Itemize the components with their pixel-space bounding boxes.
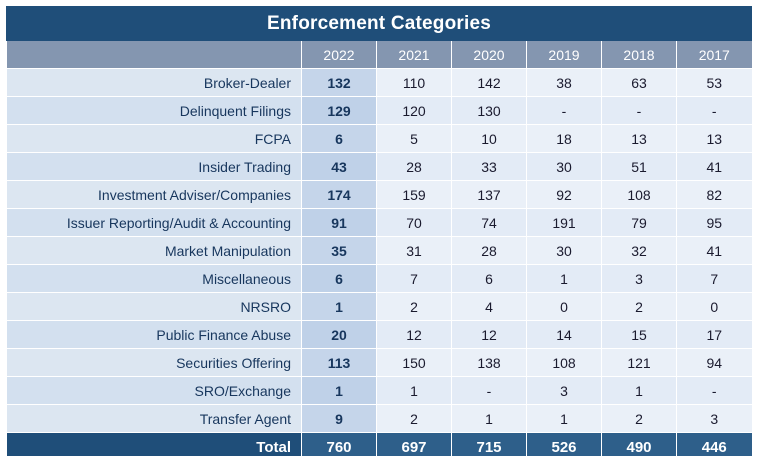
cell-2021: 28 — [377, 153, 452, 181]
cell-2019: 108 — [527, 349, 602, 377]
row-label: Securities Offering — [7, 349, 302, 377]
cell-2020: 137 — [452, 181, 527, 209]
cell-2017: 41 — [677, 237, 752, 265]
cell-2022: 20 — [302, 321, 377, 349]
cell-2022: 9 — [302, 405, 377, 433]
cell-2022: 1 — [302, 293, 377, 321]
cell-2020: - — [452, 377, 527, 405]
table-title-row — [7, 7, 752, 41]
cell-2018: - — [602, 97, 677, 125]
cell-2020: 4 — [452, 293, 527, 321]
row-label: Public Finance Abuse — [7, 321, 302, 349]
table-row — [7, 153, 752, 181]
cell-2017: 0 — [677, 293, 752, 321]
row-label: Delinquent Filings — [7, 97, 302, 125]
cell-2019: 3 — [527, 377, 602, 405]
cell-2020: 12 — [452, 321, 527, 349]
cell-2017: 7 — [677, 265, 752, 293]
total-label: Total — [7, 433, 302, 456]
column-header-2021: 2021 — [377, 41, 452, 69]
cell-2018: 13 — [602, 125, 677, 153]
row-label: Market Manipulation — [7, 237, 302, 265]
cell-2018: 3 — [602, 265, 677, 293]
cell-2019: 30 — [527, 237, 602, 265]
cell-2022: 43 — [302, 153, 377, 181]
cell-2019: 30 — [527, 153, 602, 181]
cell-2021: 5 — [377, 125, 452, 153]
cell-2017: 53 — [677, 69, 752, 97]
cell-2018: 1 — [602, 377, 677, 405]
cell-2020: 1 — [452, 405, 527, 433]
cell-2019: 1 — [527, 265, 602, 293]
column-header-2018: 2018 — [602, 41, 677, 69]
row-label: SRO/Exchange — [7, 377, 302, 405]
cell-2018: 32 — [602, 237, 677, 265]
cell-2020: 74 — [452, 209, 527, 237]
cell-2022: 129 — [302, 97, 377, 125]
cell-2017: - — [677, 377, 752, 405]
cell-2019: 92 — [527, 181, 602, 209]
cell-2022: 6 — [302, 265, 377, 293]
cell-2021: 2 — [377, 293, 452, 321]
cell-2017: - — [677, 97, 752, 125]
table-row — [7, 181, 752, 209]
total-2018: 490 — [602, 433, 677, 456]
row-label: Broker-Dealer — [7, 69, 302, 97]
total-2022: 760 — [302, 433, 377, 456]
cell-2021: 120 — [377, 97, 452, 125]
enforcement-table — [6, 6, 752, 456]
cell-2018: 63 — [602, 69, 677, 97]
table-row — [7, 125, 752, 153]
cell-2018: 108 — [602, 181, 677, 209]
cell-2019: 38 — [527, 69, 602, 97]
cell-2017: 3 — [677, 405, 752, 433]
cell-2017: 41 — [677, 153, 752, 181]
total-2019: 526 — [527, 433, 602, 456]
row-label: Insider Trading — [7, 153, 302, 181]
cell-2020: 6 — [452, 265, 527, 293]
cell-2020: 28 — [452, 237, 527, 265]
cell-2018: 121 — [602, 349, 677, 377]
row-label: FCPA — [7, 125, 302, 153]
row-label: Issuer Reporting/Audit & Accounting — [7, 209, 302, 237]
cell-2019: - — [527, 97, 602, 125]
cell-2022: 6 — [302, 125, 377, 153]
cell-2022: 174 — [302, 181, 377, 209]
cell-2020: 142 — [452, 69, 527, 97]
table-body — [7, 7, 752, 456]
cell-2021: 31 — [377, 237, 452, 265]
cell-2017: 94 — [677, 349, 752, 377]
table-row — [7, 209, 752, 237]
cell-2021: 159 — [377, 181, 452, 209]
cell-2022: 91 — [302, 209, 377, 237]
page-title: Enforcement Categories — [7, 7, 752, 41]
cell-2019: 14 — [527, 321, 602, 349]
table-row — [7, 265, 752, 293]
table-row — [7, 293, 752, 321]
total-2017: 446 — [677, 433, 752, 456]
cell-2018: 2 — [602, 405, 677, 433]
header-corner-cell — [7, 41, 302, 69]
table-total-row — [7, 433, 752, 456]
row-label: Miscellaneous — [7, 265, 302, 293]
cell-2020: 130 — [452, 97, 527, 125]
cell-2022: 1 — [302, 377, 377, 405]
cell-2020: 138 — [452, 349, 527, 377]
column-header-2017: 2017 — [677, 41, 752, 69]
cell-2022: 35 — [302, 237, 377, 265]
cell-2021: 70 — [377, 209, 452, 237]
table-row — [7, 321, 752, 349]
cell-2017: 13 — [677, 125, 752, 153]
table-row — [7, 69, 752, 97]
row-label: Transfer Agent — [7, 405, 302, 433]
cell-2018: 2 — [602, 293, 677, 321]
row-label: NRSRO — [7, 293, 302, 321]
table-row — [7, 97, 752, 125]
cell-2019: 1 — [527, 405, 602, 433]
cell-2018: 79 — [602, 209, 677, 237]
cell-2017: 95 — [677, 209, 752, 237]
column-header-2019: 2019 — [527, 41, 602, 69]
cell-2019: 18 — [527, 125, 602, 153]
column-header-2022: 2022 — [302, 41, 377, 69]
cell-2021: 7 — [377, 265, 452, 293]
cell-2018: 15 — [602, 321, 677, 349]
total-2020: 715 — [452, 433, 527, 456]
cell-2021: 2 — [377, 405, 452, 433]
cell-2021: 110 — [377, 69, 452, 97]
row-label: Investment Adviser/Companies — [7, 181, 302, 209]
cell-2020: 10 — [452, 125, 527, 153]
cell-2022: 113 — [302, 349, 377, 377]
table-row — [7, 377, 752, 405]
cell-2019: 191 — [527, 209, 602, 237]
cell-2022: 132 — [302, 69, 377, 97]
cell-2017: 17 — [677, 321, 752, 349]
table-row — [7, 237, 752, 265]
total-2021: 697 — [377, 433, 452, 456]
cell-2021: 1 — [377, 377, 452, 405]
table-header-row — [7, 41, 752, 69]
cell-2021: 150 — [377, 349, 452, 377]
cell-2017: 82 — [677, 181, 752, 209]
cell-2020: 33 — [452, 153, 527, 181]
cell-2018: 51 — [602, 153, 677, 181]
cell-2019: 0 — [527, 293, 602, 321]
column-header-2020: 2020 — [452, 41, 527, 69]
table-row — [7, 349, 752, 377]
cell-2021: 12 — [377, 321, 452, 349]
table-row — [7, 405, 752, 433]
